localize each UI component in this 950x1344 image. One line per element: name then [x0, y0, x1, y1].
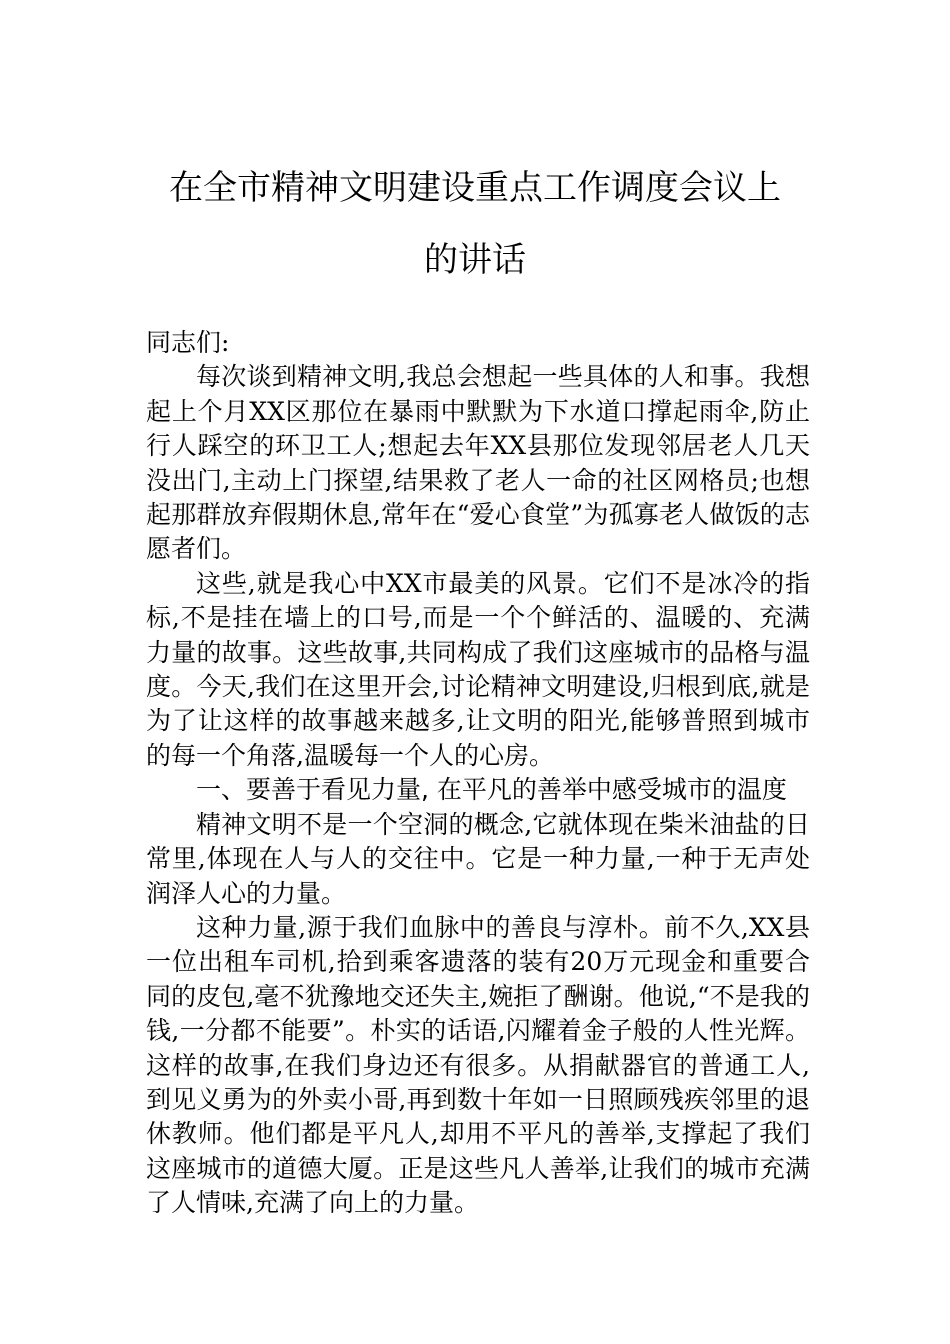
document-body	[146, 326, 810, 1221]
paragraph: 这种力量,源于我们血脉中的善良与淳朴。前不久,XX县一位出租车司机,拾到乘客遗落的装有20万元现金和重要合同的皮包,毫不犹豫地交还失主,婉拒了酬谢。他说,“不是我的钱,一分都不能要”。朴实的话语,闪耀着金子般的人性光辉。这样的故事,在我们身边还有很多。从捐献器官的普通工人,到见义勇为的外卖小哥,再到数十年如一日照顾残疾邻里的退休教师。他们都是平凡人,却用不平凡的善举,支撑起了我们这座城市的道德大厦。正是这些凡人善举,让我们的城市充满了人情味,充满了向上的力量。	[146, 912, 810, 1218]
salutation: 同志们:	[146, 328, 230, 357]
document-title-line-2: 的讲话	[424, 240, 526, 280]
document-title-line-1: 在全市精神文明建设重点工作调度会议上	[169, 168, 781, 208]
paragraph: 这些,就是我心中XX市最美的风景。它们不是冰冷的指标,不是挂在墙上的口号,而是一个个鲜活的、温暖的、充满力量的故事。这些故事,共同构成了我们这座城市的品格与温度。今天,我们在这里开会,讨论精神文明建设,归根到底,就是为了让这样的故事越来越多,让文明的阳光,能够普照到城市的每一个角落,温暖每一个人的心房。	[146, 568, 810, 770]
paragraph: 精神文明不是一个空洞的概念,它就体现在柴米油盐的日常里,体现在人与人的交往中。它是一种力量,一种于无声处润泽人心的力量。	[146, 809, 810, 908]
section-heading: 一、要善于看见力量, 在平凡的善举中感受城市的温度	[196, 775, 787, 805]
paragraph: 每次谈到精神文明,我总会想起一些具体的人和事。我想起上个月XX区那位在暴雨中默默为下水道口撑起雨伞,防止行人踩空的环卫工人;想起去年XX县那位发现邻居老人几天没出门,主动上门探望,结果救了老人一命的社区网格员;也想起那群放弃假期休息,常年在“爱心食堂”为孤寡老人做饭的志愿者们。	[146, 362, 810, 564]
